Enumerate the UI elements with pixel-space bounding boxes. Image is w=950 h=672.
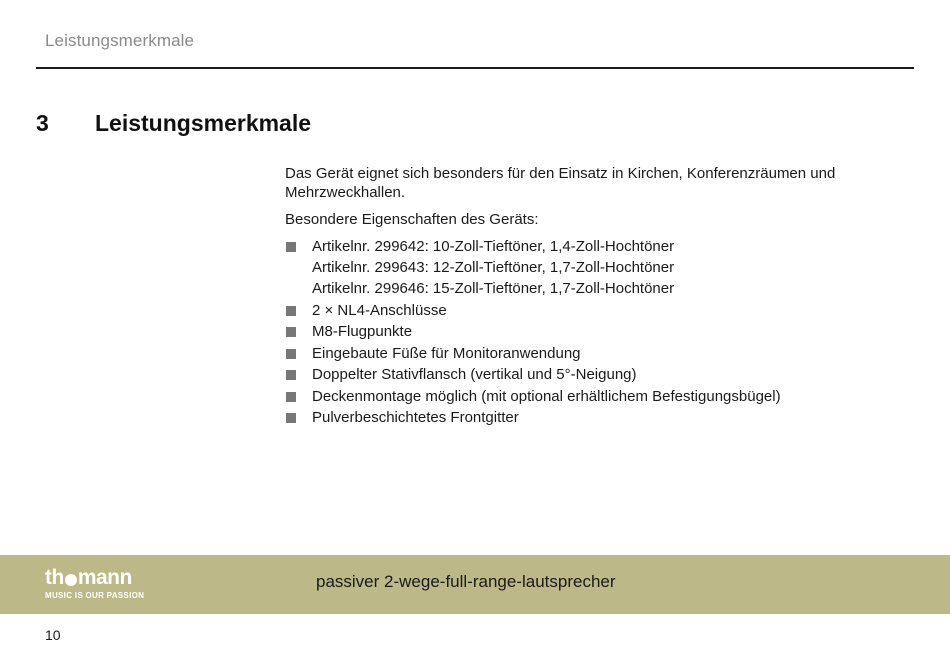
chapter-number: 3: [36, 110, 49, 136]
list-item: [285, 301, 915, 320]
list-item: [285, 365, 915, 384]
square-bullet-icon: [286, 349, 296, 359]
thomann-logo: [45, 567, 144, 600]
feature-text: Artikelnr. 299646: 15-Zoll-Tieftöner, 1,7-Zoll-Hochtöner: [312, 280, 675, 297]
logo-text-right: mann: [77, 566, 132, 589]
feature-text: 2 × NL4-Anschlüsse: [312, 301, 447, 319]
running-header: Leistungsmerkmale: [45, 31, 195, 50]
footer-band: [0, 555, 950, 614]
logo-text-left: th: [45, 566, 64, 589]
page-number: 10: [45, 627, 61, 643]
feature-text: Eingebaute Füße für Monitoranwendung: [312, 344, 581, 362]
feature-text: Artikelnr. 299643: 12-Zoll-Tieftöner, 1,7-Zoll-Hochtöner: [312, 259, 675, 276]
feature-text: M8-Flugpunkte: [312, 323, 413, 340]
list-item: [285, 344, 915, 363]
list-item: [285, 408, 915, 427]
square-bullet-icon: [286, 327, 296, 337]
logo-dot-icon: [65, 574, 77, 586]
list-item: [285, 237, 915, 298]
intro-paragraph: Das Gerät eignet sich besonders für den Einsatz in Kirchen, Konferenzräumen und Mehrzweckhallen.: [285, 165, 836, 201]
feature-text: Pulverbeschichtetes Frontgitter: [312, 409, 519, 426]
square-bullet-icon: [286, 242, 296, 252]
feature-list: [285, 237, 915, 427]
logo-wordmark: [45, 567, 144, 589]
square-bullet-icon: [286, 413, 296, 423]
list-item: [285, 387, 915, 406]
header-divider: [36, 67, 914, 69]
product-title: passiver 2-wege-full-range-lautsprecher: [316, 572, 616, 591]
feature-text: Doppelter Stativflansch (vertikal und 5°-Neigung): [312, 366, 637, 383]
feature-text: Artikelnr. 299642: 10-Zoll-Tieftöner, 1,4-Zoll-Hochtöner: [312, 238, 675, 255]
chapter-content: [285, 164, 915, 430]
logo-tagline: MUSIC IS OUR PASSION: [45, 591, 145, 600]
square-bullet-icon: [286, 306, 296, 316]
chapter-title: Leistungsmerkmale: [95, 110, 312, 136]
feature-text: Deckenmontage möglich (mit optional erhältlichem Befestigungsbügel): [312, 387, 781, 405]
features-heading: Besondere Eigenschaften des Geräts:: [285, 211, 539, 228]
square-bullet-icon: [286, 392, 296, 402]
square-bullet-icon: [286, 370, 296, 380]
list-item: [285, 322, 915, 341]
